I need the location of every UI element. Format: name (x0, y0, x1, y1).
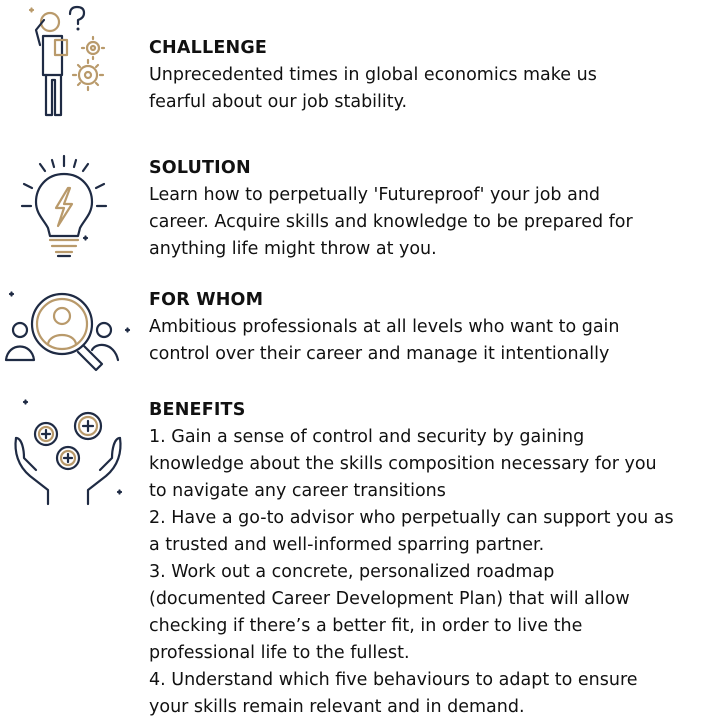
for-whom-section (0, 280, 720, 380)
benefits-line: a trusted and well-informed sparring partner. (149, 535, 545, 555)
solution-line: Learn how to perpetually 'Futureproof' your job and (149, 185, 601, 205)
magnifier-people-icon (0, 280, 140, 390)
benefits-line: 3. Work out a concrete, personalized roadmap (149, 562, 555, 582)
for-whom-body (149, 314, 709, 368)
challenge-body (149, 62, 709, 116)
solution-line: career. Acquire skills and knowledge to be prepared for (149, 212, 633, 232)
benefits-heading: BENEFITS (149, 400, 246, 420)
challenge-line: fearful about our job stability. (149, 92, 408, 112)
challenge-line: Unprecedented times in global economics make us (149, 65, 597, 85)
lightbulb-lightning-icon (0, 150, 140, 260)
benefits-text (149, 397, 709, 721)
benefits-body (149, 424, 709, 721)
benefits-line: your skills remain relevant and in demand. (149, 697, 525, 717)
challenge-heading: CHALLENGE (149, 38, 268, 58)
challenge-section (0, 0, 720, 130)
for-whom-text (149, 287, 709, 368)
solution-section (0, 150, 720, 270)
hands-plus-coins-icon (0, 392, 140, 502)
challenge-text (149, 35, 709, 116)
benefits-line: professional life to the fullest. (149, 643, 410, 663)
benefits-line: 1. Gain a sense of control and security by gaining (149, 427, 585, 447)
for-whom-heading: FOR WHOM (149, 290, 264, 310)
benefits-line: 4. Understand which five behaviours to adapt to ensure (149, 670, 638, 690)
solution-line: anything life might throw at you. (149, 239, 437, 259)
confused-person-gears-icon (0, 0, 140, 110)
benefits-line: 2. Have a go-to advisor who perpetually can support you as (149, 508, 674, 528)
benefits-line: knowledge about the skills composition necessary for you (149, 454, 657, 474)
solution-body (149, 182, 709, 263)
benefits-line: checking if there’s a better fit, in order to live the (149, 616, 583, 636)
for-whom-line: control over their career and manage it intentionally (149, 344, 610, 364)
solution-heading: SOLUTION (149, 158, 251, 178)
solution-text (149, 155, 709, 263)
for-whom-line: Ambitious professionals at all levels who want to gain (149, 317, 620, 337)
benefits-line: to navigate any career transitions (149, 481, 446, 501)
benefits-section (0, 392, 720, 724)
benefits-line: (documented Career Development Plan) that will allow (149, 589, 630, 609)
